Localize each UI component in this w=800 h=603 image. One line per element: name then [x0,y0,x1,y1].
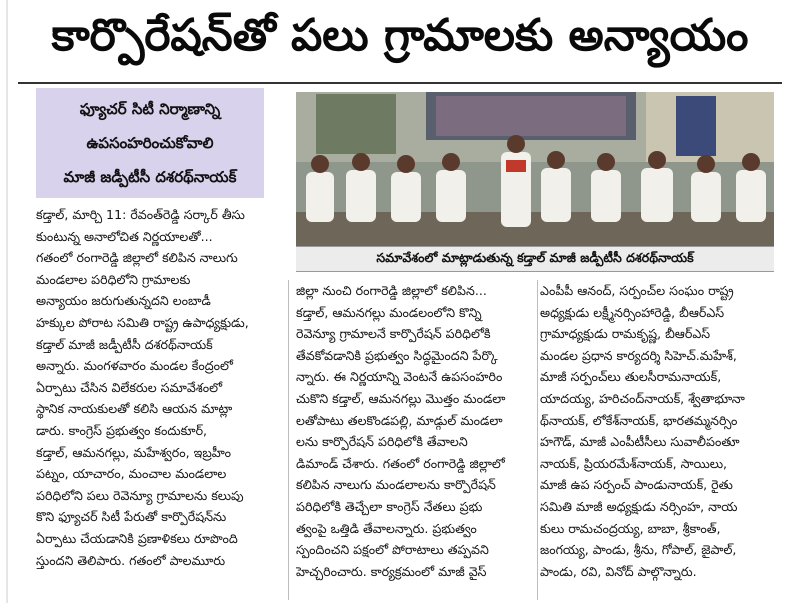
column-2-line: స్పందించని పక్షంలో పోరాటాలు తప్పవని [296,542,489,558]
column-2-line: లతోపాటు తలకొండపల్లి, మాడ్గుల్ మండలా [296,412,503,428]
column-1-line: కుంటున్న అనాలోచిత నిర్ణయాలతో... [36,228,213,244]
column-1-line: అన్నారు. మంగళవారం మండల కేంద్రంలో [36,358,233,374]
scan-edge [6,0,8,603]
column-1-line: ఏర్పాటు చేసిన విలేకరుల సమావేశంలో [36,379,223,395]
column-3-line: మాజీ ఉప సర్పంచ్ పాండునాయక్, రైతు [540,477,733,493]
column-3-line: మాజీ సర్పంచ్‌లు తులసీరామనాయక్, [540,369,722,385]
column-1-line: ఏర్పాటు చేయడానికి ప్రణాళికలు రూపొంది [36,530,238,546]
column-2-line: కడ్తాల్, ఆమనగల్లు మండలంలోని కొన్ని [296,304,482,320]
column-2-line: తేవకోవడానికి ప్రభుత్వం సిద్ధమైందని పేర్కొ [296,347,498,363]
article-column-3 [540,280,776,582]
column-1-line: కడ్తాల్, మార్చి 11: రేవంత్‌రెడ్డి సర్కార్ తీసు [36,207,245,222]
column-1-line: కొని ఫ్యూచర్ సిటీ పేరుతో కార్పొరేషన్‌ను [36,509,227,525]
subheadline-line-2: ఉపసంహరించుకోవాలి [86,134,214,152]
column-1-line: స్తుందని తెలిపారు. గతంలో పాలమూరు [36,552,226,568]
column-2-line: న్నారు. ఈ నిర్ణయాన్ని వెంటనే ఉపసంహరిం [296,369,503,385]
photo-caption: సమావేశంలో మాట్లాడుతున్న కడ్తాల్ మాజీ జడ్పీటీసీ దశరథ్‌నాయక్ [296,246,774,272]
column-3-line: నాయక్, ప్రియరమేశ్‌నాయక్, సాయిలు, [540,455,728,471]
subheadline-box [36,88,264,198]
column-1-line: స్థానిక నాయకులతో కలిసి ఆయన మాట్లా [36,401,233,417]
column-2-line: కలిపిన నాలుగు మండలాలను కార్పొరేషన్ [296,477,496,493]
column-1-line: హక్కుల పోరాట సమితి రాష్ట్ర ఉపాధ్యక్షుడు, [36,314,249,330]
column-1-line: పరిధిలోని పలు రెవెన్యూ గ్రామాలను కలుపు [36,487,244,503]
column-divider [288,280,289,600]
column-3-line: పాండు, రవి, వినోద్ పాల్గొన్నారు. [540,563,697,579]
meeting-photo [296,92,774,246]
article-column-2 [296,280,534,582]
meeting-photo-illustration [296,92,774,246]
article-column-1 [36,204,278,571]
column-1-line: అన్యాయం జరుగుతున్నదని లంబాడీ [36,293,211,309]
column-3-line: గ్రామాధ్యక్షుడు రామకృష్ణ, బీఆర్‌ఎస్ [540,326,711,342]
column-3-line: కులు రామచంద్రయ్య, బాబా, శ్రీకాంత్, [540,520,721,536]
column-3-line: సమితి మాజీ అధ్యక్షుడు నర్సింహ, నాయ [540,498,738,514]
column-2-line: జిల్లా నుంచి రంగారెడ్డి జిల్లాలో కలిపిన... [296,283,487,298]
column-1-line: మండలాల పరిధిలోని గ్రామాలకు [36,271,191,287]
column-3-line: థ్‌నాయక్, లోకేశ్‌నాయక్, భారతమ్మనర్సిం [540,412,738,428]
column-2-line: పరిధిలోకి తెచ్చేలా కాంగ్రెస్ నేతలు ప్రభు [296,498,483,514]
column-2-line: రెవెన్యూ గ్రామాలనే కార్పొరేషన్ పరిధిలోకి [296,326,491,342]
column-3-line: యాదయ్య, హరిచంద్‌నాయక్, శ్వేతాభూనా [540,390,745,406]
subheadline-line-1: ఫ్యూచర్ సిటీ నిర్మాణాన్ని [79,100,221,118]
column-3-line: అధ్యక్షుడు లక్ష్మీనర్సింహారెడ్డి, బీఆర్‌ఎస్ [540,304,725,320]
column-3-line: ఎంపీపీ ఆనంద్, సర్పంచ్‌ల సంఘం రాష్ట్ర [540,283,734,298]
column-1-line: డారు. కాంగ్రెస్ ప్రభుత్వం కందుకూర్, [36,422,208,438]
column-divider [537,280,538,600]
column-1-line: కడ్తాల్, ఆమనగల్లు, మహేశ్వరం, ఇబ్రహీం [36,444,232,460]
column-1-line: కడ్తాల్ మాజీ జడ్పీటీసీ దశరథ్‌నాయక్ [36,336,213,352]
column-2-line: త్వంపై ఒత్తిడి తేవాలన్నారు. ప్రభుత్వం [296,520,477,536]
column-2-line: లను కార్పొరేషన్ పరిధిలోకి తేవాలని [296,434,468,450]
subheadline-line-3: మాజీ జడ్పీటీసీ దశరథ్‌నాయక్ [63,168,237,186]
headline: కార్పొరేషన్‌తో పలు గ్రామాలకు అన్యాయం [51,10,749,61]
column-2-line: హెచ్చరించారు. కార్యక్రమంలో మాజీ వైస్ [296,563,487,579]
column-1-line: పట్నం, యాచారం, మంచాల మండలాల [36,466,227,482]
column-3-line: జంగయ్య, పాండు, శ్రీను, గోపాల్, జైపాల్, [540,542,737,558]
headline-rule [18,82,782,84]
column-2-line: డిమాండ్ చేశారు. గతంలో రంగారెడ్డి జిల్లాలో [296,455,505,471]
column-3-line: హగౌడ్, మాజీ ఎంపీటీసీలు సువాలీపంతూ [540,434,740,450]
column-3-line: మండల ప్రధాన కార్యదర్శి సిహెచ్.మహేశ్, [540,347,737,363]
column-2-line: చుకొని కడ్తాల్, ఆమనగల్లు మొత్తం మండలా [296,390,506,406]
column-1-line: గతంలో రంగారెడ్డి జిల్లాలో కలిపిన నాలుగు [36,250,238,266]
